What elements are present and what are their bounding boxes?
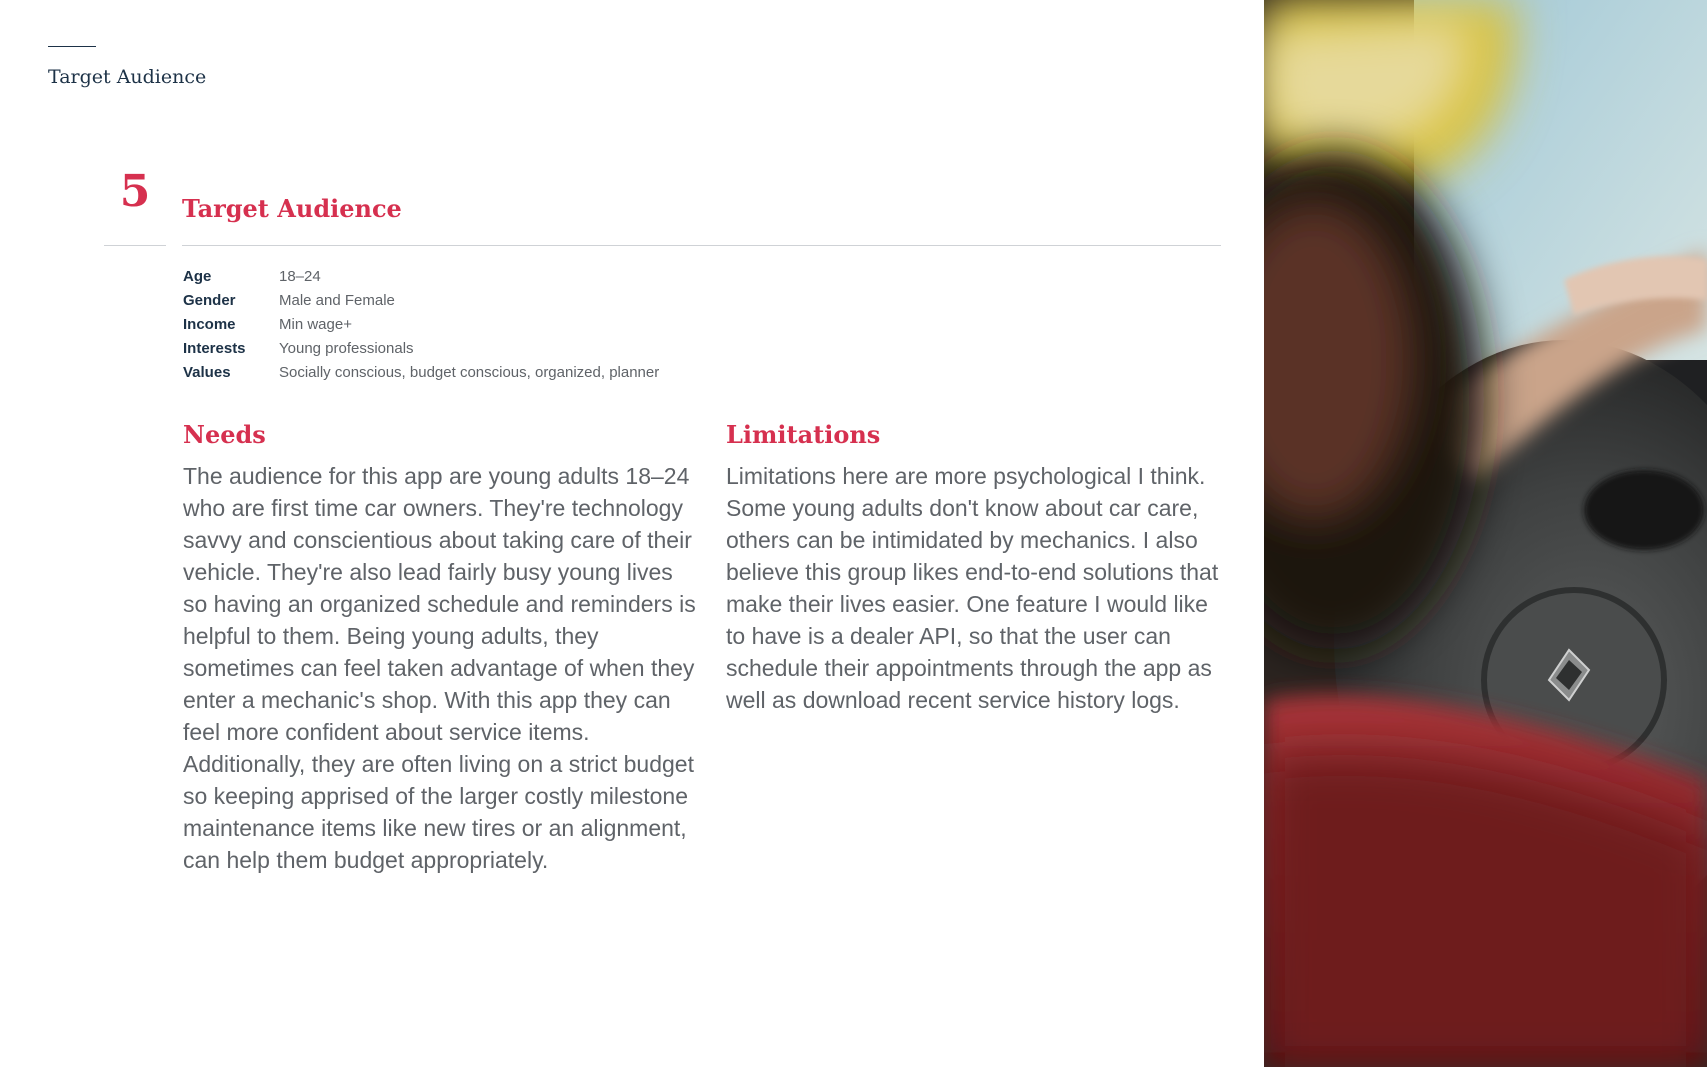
demographic-label: Income: [183, 315, 236, 333]
demographic-value: Young professionals: [279, 339, 414, 357]
needs-heading: Needs: [183, 420, 266, 449]
demographic-label: Interests: [183, 339, 246, 357]
limitations-body: Limitations here are more psychological I think. Some young adults don't know about car care, others can be intimidated by mechanics. I also believe this group likes end-to-end solutions that make their lives easier. One feature I would like to have is a dealer API, so that the user can schedule their appointments through the app as well as download recent service history logs.: [726, 463, 1219, 713]
driver-photo: [1264, 0, 1707, 1067]
demographic-value: 18–24: [279, 267, 321, 285]
demographic-value: Socially conscious, budget conscious, organized, planner: [279, 363, 660, 381]
section-title: Target Audience: [182, 194, 402, 223]
section-number-divider: [104, 245, 166, 246]
driver-photo-illustration: [1264, 0, 1707, 1067]
limitations-column: [726, 420, 1226, 716]
demographic-label: Values: [183, 363, 231, 381]
demographic-row-age: [183, 264, 659, 288]
demographic-row-gender: [183, 288, 659, 312]
demographic-value: Min wage+: [279, 315, 352, 333]
demographic-value: Male and Female: [279, 291, 395, 309]
header-title: Target Audience: [48, 66, 207, 88]
section-number: 5: [119, 166, 151, 217]
demographics-table: [183, 264, 659, 384]
demographic-row-values: [183, 360, 659, 384]
demographic-row-interests: [183, 336, 659, 360]
needs-body: The audience for this app are young adults 18–24 who are first time car owners. They're technology savvy and conscientious about taking care of their vehicle. They're also lead fairly busy young lives so having an organized schedule and reminders is helpful to them. Being young adults, they sometimes can feel taken advantage of when they enter a mechanic's shop. With this app they can feel more confident about service items. Additionally, they are often living on a strict budget so keeping apprised of the larger costly milestone maintenance items like new tires or an alignment, can help them budget appropriately.: [183, 463, 696, 873]
needs-column: [183, 420, 703, 876]
demographic-row-income: [183, 312, 659, 336]
header-rule: [48, 46, 96, 47]
section-title-divider: [182, 245, 1221, 246]
limitations-heading: Limitations: [726, 420, 881, 449]
demographic-label: Age: [183, 267, 212, 285]
demographic-label: Gender: [183, 291, 236, 309]
